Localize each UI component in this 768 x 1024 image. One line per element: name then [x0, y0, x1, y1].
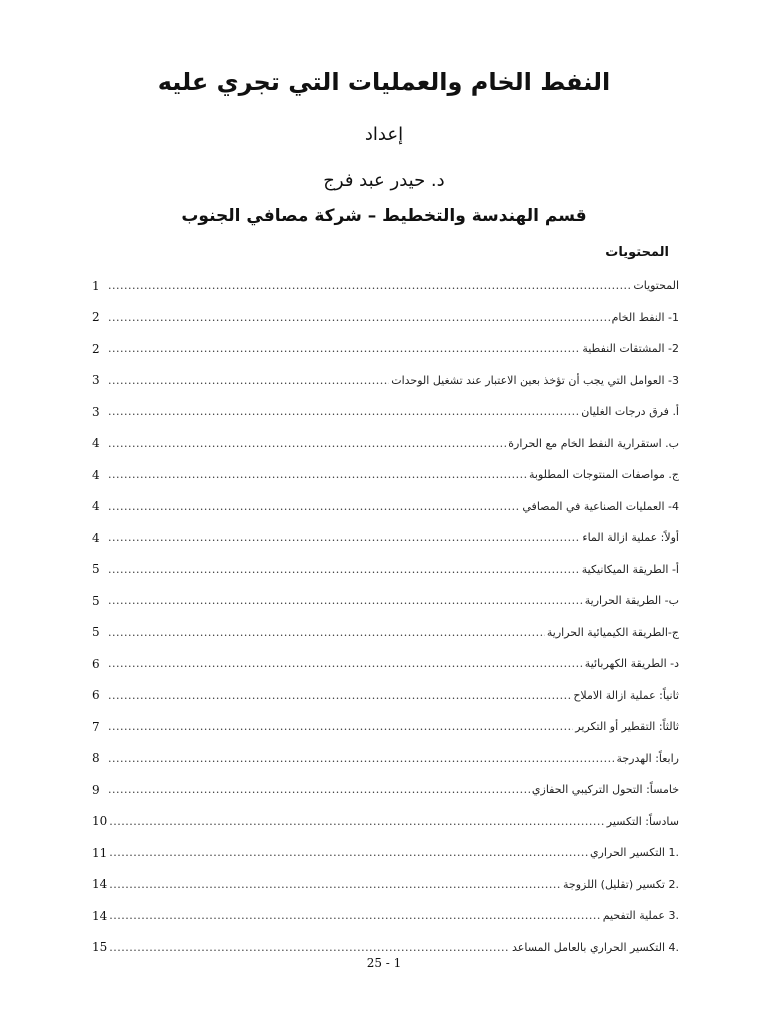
toc-entry-label: ب. استقرارية النفط الخام مع الحرارة	[508, 436, 679, 450]
toc-entry-label: رابعاً: الهدرجة	[616, 751, 679, 765]
toc-entry[interactable]	[92, 554, 679, 586]
toc-entry-page: 6	[92, 688, 100, 703]
toc-entry-page: 10	[92, 814, 108, 829]
toc-entry[interactable]	[92, 333, 679, 365]
toc-leader-dots	[108, 594, 583, 607]
toc-entry-label: ثالثاً: التقطير أو التكرير	[575, 720, 679, 734]
toc-leader-dots	[108, 468, 527, 481]
toc-entry-page: 15	[92, 940, 108, 955]
document-title: النفط الخام والعمليات التي تجري عليه	[157, 68, 611, 96]
toc-entry-page: 1	[92, 278, 100, 293]
department-name: قسم الهندسة والتخطيط – شركة مصافي الجنوب	[181, 206, 587, 226]
toc-entry[interactable]	[92, 900, 679, 932]
toc-leader-dots	[108, 720, 573, 733]
toc-entry-page: 5	[92, 562, 100, 577]
author-name: د. حيدر عبد فرج	[323, 170, 445, 191]
toc-entry-label: ج-الطريقة الكيميائية الحرارية	[546, 625, 679, 639]
prepared-by-label: إعداد	[364, 124, 404, 145]
toc-entry-label: .3 عملية التفحيم	[602, 909, 679, 923]
toc-leader-dots	[109, 941, 510, 954]
toc-entry[interactable]	[92, 302, 679, 334]
toc-heading: المحتويات	[605, 245, 669, 260]
toc-entry[interactable]	[92, 428, 679, 460]
toc-entry-label: .2 تكسير (تقليل) اللزوجة	[563, 877, 679, 891]
toc-entry-label: د- الطريقة الكهربائية	[584, 657, 679, 671]
toc-entry-label: 3- العوامل التي يجب أن تؤخذ بعين الاعتبار عند تشغيل الوحدات	[391, 373, 679, 387]
toc-entry-label: المحتويات	[633, 279, 679, 293]
toc-entry[interactable]	[92, 774, 679, 806]
toc-leader-dots	[108, 311, 610, 324]
toc-entry[interactable]	[92, 806, 679, 838]
toc-leader-dots	[109, 878, 561, 891]
toc-leader-dots	[108, 783, 530, 796]
toc-entry-page: 5	[92, 625, 100, 640]
toc-leader-dots	[108, 657, 583, 670]
toc-entry-page: 3	[92, 404, 100, 419]
toc-leader-dots	[108, 531, 580, 544]
toc-entry[interactable]	[92, 491, 679, 523]
toc-entry-page: 2	[92, 310, 100, 325]
toc-entry-label: خامساً: التحول التركيبي الحفازي	[531, 783, 679, 797]
toc-leader-dots	[108, 405, 579, 418]
toc-entry-page: 9	[92, 782, 100, 797]
toc-leader-dots	[109, 846, 588, 859]
toc-entry-page: 11	[92, 845, 108, 860]
toc-entry-page: 8	[92, 751, 100, 766]
toc-entry-label: .4 التكسير الحراري بالعامل المساعد	[512, 940, 679, 954]
toc-entry-label: ثانياً: عملية ازالة الاملاح	[573, 688, 679, 702]
toc-entry[interactable]	[92, 711, 679, 743]
toc-entry-page: 3	[92, 373, 100, 388]
toc-entry[interactable]	[92, 522, 679, 554]
toc-entry-label: 1- النفط الخام	[611, 310, 679, 324]
toc-leader-dots	[109, 909, 600, 922]
toc-entry-label: 4- العمليات الصناعية في المصافي	[522, 499, 679, 513]
toc-leader-dots	[108, 626, 545, 639]
toc-entry-page: 4	[92, 530, 100, 545]
toc-entry[interactable]	[92, 837, 679, 869]
toc-entry-label: أ. فرق درجات الغليان	[581, 405, 679, 419]
toc-entry-page: 7	[92, 719, 100, 734]
toc-entry[interactable]	[92, 459, 679, 491]
toc-leader-dots	[108, 342, 580, 355]
toc-leader-dots	[108, 689, 571, 702]
toc-leader-dots	[108, 279, 631, 292]
toc-entry[interactable]	[92, 743, 679, 775]
toc-entry[interactable]	[92, 396, 679, 428]
toc-entry-label: ب- الطريقة الحرارية	[584, 594, 679, 608]
toc-leader-dots	[108, 374, 389, 387]
toc-entry-page: 5	[92, 593, 100, 608]
toc-entry[interactable]	[92, 617, 679, 649]
toc-entry[interactable]	[92, 648, 679, 680]
toc-entry[interactable]	[92, 680, 679, 712]
toc-entry-label: 2- المشتقات النفطية	[582, 342, 679, 356]
toc-entry-page: 2	[92, 341, 100, 356]
toc-entry-label: سادساً: التكسير	[606, 814, 679, 828]
toc-leader-dots	[109, 815, 604, 828]
toc-entry-page: 14	[92, 908, 108, 923]
toc-entry-label: أ- الطريقة الميكانيكية	[581, 562, 679, 576]
toc-leader-dots	[108, 500, 520, 513]
page-number-footer: 25 - 1	[366, 956, 402, 970]
toc-entry-page: 14	[92, 877, 108, 892]
toc-leader-dots	[108, 752, 614, 765]
toc-entry-page: 4	[92, 499, 100, 514]
toc-entry-page: 6	[92, 656, 100, 671]
table-of-contents	[92, 270, 679, 963]
toc-leader-dots	[108, 563, 580, 576]
toc-entry[interactable]	[92, 365, 679, 397]
toc-entry-label: أولاً: عملية ازالة الماء	[582, 531, 679, 545]
toc-entry[interactable]	[92, 585, 679, 617]
toc-entry-page: 4	[92, 467, 100, 482]
toc-entry-page: 4	[92, 436, 100, 451]
toc-entry[interactable]	[92, 869, 679, 901]
toc-entry[interactable]	[92, 270, 679, 302]
toc-entry-label: .1 التكسير الحراري	[589, 846, 679, 860]
toc-leader-dots	[108, 437, 506, 450]
toc-entry-label: ج. مواصفات المنتوجات المطلوبة	[529, 468, 679, 482]
